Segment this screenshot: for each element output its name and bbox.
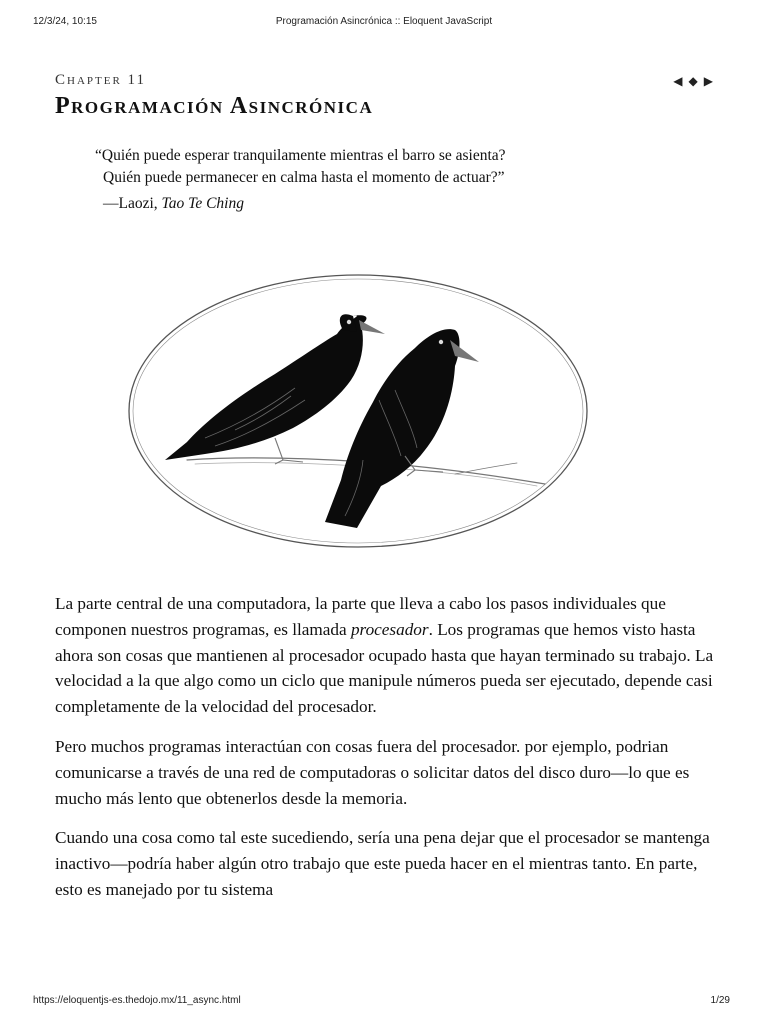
chapter-label: Chapter 11 <box>55 72 146 88</box>
left-crow-legs <box>275 438 303 464</box>
crows-illustration <box>125 270 591 552</box>
next-chapter-icon[interactable]: ▶ <box>703 74 713 88</box>
right-crow-eye <box>439 340 443 344</box>
chapter-title: Programación Asincrónica <box>55 93 374 119</box>
chapter-nav <box>673 74 713 89</box>
left-crow-beak <box>359 320 385 334</box>
left-crow-eye <box>347 320 351 324</box>
print-page-title: Programación Asincrónica :: Eloquent JavaScript <box>275 16 493 27</box>
epigraph <box>95 145 655 189</box>
paragraph-1-text-b: . Los programas que hemos visto hasta ahora son cosas que mantienen al procesador ocupado hasta que hayan terminado su trabajo. La velocidad a la que algo como un ciclo que manipule números pueda ser ejecutado, depende casi completamente de la velocidad del procesador. <box>55 619 714 717</box>
epigraph-line-1: “Quién puede esperar tranquilamente mientras el barro se asienta? <box>95 147 506 164</box>
paragraph-1 <box>55 591 715 720</box>
paragraph-2: Pero muchos programas interactúan con cosas fuera del procesador. por ejemplo, podrian comunicarse a través de una red de computadoras o solicitar datos del disco duro—lo que es mucho más lento que obtenerlos desde la memoria. <box>55 736 690 808</box>
epigraph-line-2: Quién puede permanecer en calma hasta el momento de actuar?” <box>103 169 505 186</box>
print-datetime: 12/3/24, 10:15 <box>33 16 97 27</box>
paragraph-1-emphasis: procesador <box>350 619 429 639</box>
previous-chapter-icon[interactable]: ◀ <box>673 74 683 88</box>
attribution-author: —Laozi, <box>103 195 162 212</box>
epigraph-attribution <box>103 195 244 213</box>
print-url: https://eloquentjs-es.thedojo.mx/11_async.html <box>33 995 241 1006</box>
body-text <box>55 591 715 917</box>
attribution-work: Tao Te Ching <box>161 195 244 212</box>
paragraph-3: Cuando una cosa como tal este sucediendo, sería una pena dejar que el procesador se mantenga inactivo—podría haber algún otro trabajo que este pueda hacer en el mientras tanto. En parte, esto es manejado por tu sistema <box>55 828 710 899</box>
print-page-number: 1/29 <box>710 995 730 1006</box>
left-crow <box>165 314 385 464</box>
contents-icon[interactable]: ◆ <box>688 74 698 88</box>
paragraph-1-text-a: La parte central de una computadora, la parte que lleva a cabo los pasos individuales que componen nuestros programas, es llamada <box>55 594 666 639</box>
